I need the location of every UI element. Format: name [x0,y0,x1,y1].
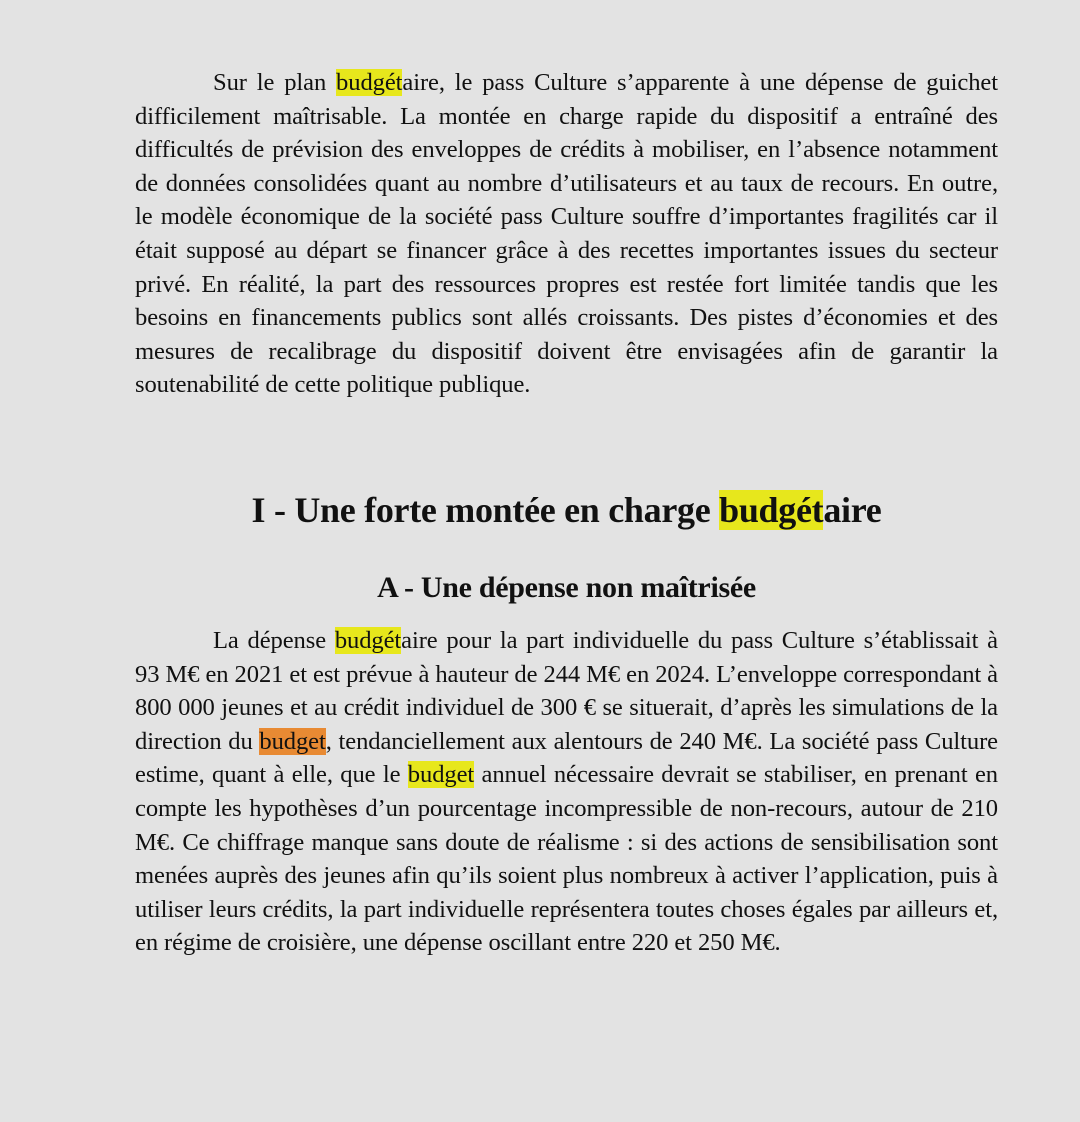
section-heading-1 [135,488,998,532]
current-search-match-highlight[interactable]: budget [259,727,326,755]
document-page [135,66,998,957]
heading-1-text-before: I - Une forte montée en charge [251,490,720,530]
search-match-highlight[interactable]: budgét [334,627,402,654]
section-text-part-1: La dépense [213,627,335,654]
section-text-part-2: aire pour la part individuelle du pass Culture s’établissait à 93 M€ en 2021 et est prévue à hauteur de 244 M€ en 2024. L’enveloppe correspondant à 800 000 jeunes et au crédit individuel de 300 € se situerait, d’après les simulations de la direction du [135,627,998,755]
search-match-highlight[interactable]: budgét [719,490,824,530]
section-text-part-3: , tendanciellement aux alentours de 240 M€. La société pass Culture estime, quant à elle, que le [135,727,998,789]
search-match-highlight[interactable]: budgét [336,69,403,96]
intro-paragraph [135,66,998,402]
section-paragraph-container [135,624,998,960]
subsection-heading-a: A - Une dépense non maîtrisée [377,571,756,604]
heading-1-text-after: aire [823,490,882,530]
intro-text-before: Sur le plan [213,69,337,96]
intro-text-after: aire, le pass Culture s’apparente à une dépense de guichet difficilement maîtrisable. La montée en charge rapide du dispositif a entraîné des difficultés de prévision des enveloppes de crédits à mobiliser, en l’absence notamment de données consolidées quant au nombre d’utilisateurs et au taux de recours. En outre, le modèle économique de la société pass Culture souffre d’importantes fragilités car il était supposé au départ se financer grâce à des recettes importantes issues du secteur privé. En réalité, la part des ressources propres est restée fort limitée tandis que les besoins en financements publics sont allés croissants. Des pistes d’économies et des mesures de recalibrage du dispositif doivent être envisagées afin de garantir la soutenabilité de cette politique publique. [135,69,998,399]
search-match-highlight[interactable]: budget [407,761,475,789]
section-text-part-4: annuel nécessaire devrait se stabiliser, en prenant en compte les hypothèses d’un pourcentage incompressible de non-recours, autour de 210 M€. Ce chiffrage manque sans doute de réalisme : si des actions de sensibilisation sont menées auprès des jeunes afin qu’ils soient plus nombreux à activer l’application, puis à utiliser leurs crédits, la part individuelle représentera toutes choses égales par ailleurs et, en régime de croisière, une dépense oscillant entre 220 et 250 M€. [135,761,998,957]
section-paragraph [135,624,998,960]
